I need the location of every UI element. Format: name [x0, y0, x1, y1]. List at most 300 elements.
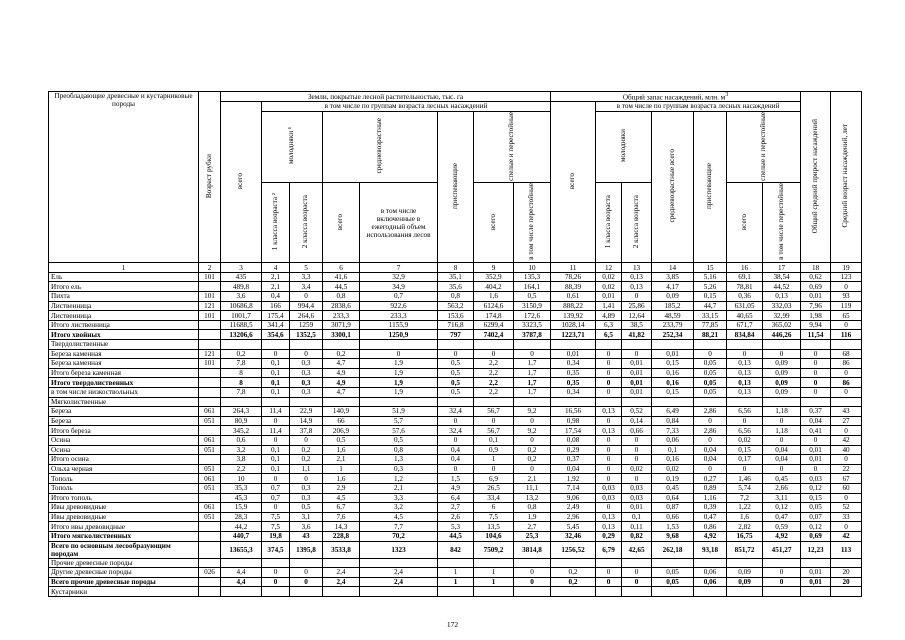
- table-cell: 0,5: [290, 503, 323, 513]
- table-cell: 0,13: [727, 368, 763, 378]
- table-cell: 0,3: [360, 464, 438, 474]
- table-cell: 352,9: [474, 272, 514, 282]
- table-cell: 0: [290, 474, 323, 484]
- header-ripening-stock: приспевающие: [694, 111, 727, 263]
- table-cell: 0: [262, 474, 290, 484]
- row-label: Ивы древовидные: [49, 512, 199, 522]
- table-cell: 0,9: [474, 445, 514, 455]
- table-header: [49, 92, 862, 273]
- table-cell: 1: [474, 455, 514, 465]
- header-incl-groups-stock: в том числе по группам возраста лесных насаждений: [596, 102, 801, 111]
- table-cell: 0,04: [763, 455, 801, 465]
- header-incl-groups-area: в том числе по группам возраста лесных насаждений: [262, 102, 551, 111]
- table-cell: 7,7: [360, 522, 438, 532]
- column-number: 16: [727, 263, 763, 273]
- table-cell: 0: [290, 292, 323, 302]
- table-cell: 842: [438, 541, 474, 558]
- table-cell: 2,1: [514, 474, 551, 484]
- table-cell: 0,01: [596, 292, 622, 302]
- table-cell: [474, 587, 514, 597]
- table-cell: 0,37: [551, 455, 596, 465]
- table-cell: 3,3: [360, 493, 438, 503]
- table-cell: 0,1: [622, 512, 652, 522]
- table-cell: 0,01: [622, 359, 652, 369]
- table-cell: 0: [596, 349, 622, 359]
- table-cell: 16,56: [551, 407, 596, 417]
- table-cell: 1,41: [596, 301, 622, 311]
- table-cell: 0,5: [438, 378, 474, 388]
- table-cell: 435: [221, 272, 262, 282]
- table-row: [49, 397, 862, 407]
- column-number: 2: [199, 263, 221, 273]
- table-cell: [763, 558, 801, 568]
- table-cell: 0: [262, 577, 290, 587]
- table-cell: 0: [727, 464, 763, 474]
- table-cell: 0,13: [763, 292, 801, 302]
- table-cell: 3,2: [221, 445, 262, 455]
- column-number: 5: [290, 263, 323, 273]
- table-cell: 0,36: [727, 292, 763, 302]
- table-cell: 1,6: [323, 474, 360, 484]
- table-cell: 0: [474, 416, 514, 426]
- table-cell: 0,03: [596, 483, 622, 493]
- table-cell: [652, 587, 694, 597]
- table-cell: 0,15: [727, 445, 763, 455]
- table-cell: 0,2: [323, 349, 360, 359]
- table-cell: 0: [622, 349, 652, 359]
- table-cell: [360, 587, 438, 597]
- table-cell: 32,9: [360, 272, 438, 282]
- table-cell: [323, 397, 360, 407]
- row-label: Лиственница: [49, 301, 199, 311]
- table-row: [49, 483, 862, 493]
- table-cell: 0,09: [727, 577, 763, 587]
- table-cell: 35,3: [221, 483, 262, 493]
- table-cell: 3,8: [221, 455, 262, 465]
- table-cell: [199, 426, 221, 436]
- table-row: [49, 577, 862, 587]
- header-mature-area: спелые и перестойные: [474, 111, 551, 183]
- table-cell: 101: [199, 272, 221, 282]
- table-cell: 2,4: [323, 577, 360, 587]
- table-cell: 1352,5: [290, 330, 323, 340]
- table-cell: 0,13: [596, 512, 622, 522]
- table-cell: 1,6: [474, 292, 514, 302]
- row-label: Береза: [49, 407, 199, 417]
- table-cell: [694, 340, 727, 350]
- table-cell: 1: [438, 568, 474, 578]
- header-mid-total-area: всего: [323, 183, 360, 263]
- table-cell: 56,7: [474, 426, 514, 436]
- table-cell: 0,8: [360, 445, 438, 455]
- table-cell: 32,46: [551, 531, 596, 541]
- table-cell: 6: [474, 503, 514, 513]
- table-cell: 0: [763, 568, 801, 578]
- table-cell: 121: [199, 349, 221, 359]
- table-cell: 0: [801, 368, 831, 378]
- table-cell: 0,47: [694, 512, 727, 522]
- table-cell: 22: [831, 464, 862, 474]
- table-cell: 77,85: [694, 320, 727, 330]
- table-cell: 37,8: [290, 426, 323, 436]
- row-label: Осина: [49, 435, 199, 445]
- table-cell: 0,2: [221, 349, 262, 359]
- table-cell: 0,3: [290, 378, 323, 388]
- table-cell: 0,98: [551, 416, 596, 426]
- table-cell: 0,2: [290, 445, 323, 455]
- table-cell: 5,26: [694, 282, 727, 292]
- row-label: Ивы древовидные: [49, 503, 199, 513]
- table-cell: [801, 587, 831, 597]
- table-cell: 0,69: [801, 531, 831, 541]
- table-cell: 0: [763, 435, 801, 445]
- table-cell: [727, 397, 763, 407]
- table-cell: 0,03: [622, 483, 652, 493]
- table-cell: 1: [474, 577, 514, 587]
- table-cell: 0,82: [622, 531, 652, 541]
- table-cell: 7402,4: [474, 330, 514, 340]
- table-cell: 1: [438, 577, 474, 587]
- table-cell: 1,9: [360, 368, 438, 378]
- table-cell: [290, 397, 323, 407]
- table-cell: 1028,14: [551, 320, 596, 330]
- table-cell: 41,6: [323, 272, 360, 282]
- table-cell: 0,3: [290, 359, 323, 369]
- table-cell: 4,92: [694, 531, 727, 541]
- table-cell: [199, 493, 221, 503]
- table-cell: 0,5: [438, 388, 474, 398]
- table-cell: 0,16: [652, 378, 694, 388]
- table-cell: 7,8: [221, 359, 262, 369]
- table-cell: 0,41: [801, 426, 831, 436]
- table-cell: 9,68: [652, 531, 694, 541]
- table-cell: [221, 340, 262, 350]
- row-label: Итого мягколиственных: [49, 531, 199, 541]
- table-cell: 51,9: [360, 407, 438, 417]
- table-cell: 0: [438, 349, 474, 359]
- table-cell: 44,52: [763, 282, 801, 292]
- table-row: [49, 587, 862, 597]
- table-cell: 354,6: [262, 330, 290, 340]
- table-cell: 6,56: [727, 407, 763, 417]
- table-cell: [694, 587, 727, 597]
- table-cell: 252,34: [652, 330, 694, 340]
- table-cell: 1,18: [763, 407, 801, 417]
- table-cell: 113: [831, 541, 862, 558]
- table-cell: 0: [694, 416, 727, 426]
- table-cell: 0: [831, 455, 862, 465]
- table-cell: 0,66: [622, 426, 652, 436]
- table-cell: 0,4: [262, 292, 290, 302]
- table-cell: 0: [438, 435, 474, 445]
- table-cell: 0,5: [323, 435, 360, 445]
- table-cell: 56,7: [474, 407, 514, 417]
- header-growth: Общий средний прирост насаждений: [801, 92, 831, 263]
- table-cell: 14,9: [290, 416, 323, 426]
- table-cell: 0,64: [652, 493, 694, 503]
- column-number: 8: [438, 263, 474, 273]
- table-cell: 0: [596, 416, 622, 426]
- column-number: 1: [49, 263, 199, 273]
- row-label: Ольха черная: [49, 464, 199, 474]
- table-cell: 7,33: [652, 426, 694, 436]
- table-cell: 0,29: [551, 445, 596, 455]
- table-cell: 0,05: [694, 378, 727, 388]
- row-label: Всего по основным лесообразующим породам: [49, 541, 199, 558]
- table-cell: 6,56: [727, 426, 763, 436]
- table-cell: [290, 587, 323, 597]
- column-number: 7: [360, 263, 438, 273]
- header-young-cls1-area: 1 класса возраста ²: [262, 183, 290, 263]
- row-label: Береза каменная: [49, 359, 199, 369]
- table-cell: 0,5: [438, 368, 474, 378]
- table-cell: 0,2: [551, 577, 596, 587]
- table-cell: 1,7: [514, 378, 551, 388]
- table-cell: 0,2: [514, 445, 551, 455]
- table-cell: 4,5: [323, 493, 360, 503]
- table-cell: [652, 397, 694, 407]
- table-cell: 35,6: [438, 282, 474, 292]
- table-cell: 32,4: [438, 426, 474, 436]
- table-body: [49, 272, 862, 596]
- table-cell: 1,2: [360, 474, 438, 484]
- table-cell: 0: [514, 568, 551, 578]
- table-row: [49, 522, 862, 532]
- table-cell: 0,34: [551, 359, 596, 369]
- table-cell: 88,21: [694, 330, 727, 340]
- table-cell: 0,09: [652, 292, 694, 302]
- table-cell: 0,03: [801, 474, 831, 484]
- table-cell: 1,18: [763, 426, 801, 436]
- table-cell: 13,5: [474, 522, 514, 532]
- table-cell: [262, 340, 290, 350]
- table-cell: 17,54: [551, 426, 596, 436]
- table-cell: [199, 330, 221, 340]
- table-cell: 2,4: [323, 568, 360, 578]
- table-cell: 0,8: [438, 292, 474, 302]
- table-cell: 0: [831, 522, 862, 532]
- table-cell: 4,9: [438, 483, 474, 493]
- table-cell: 671,7: [727, 320, 763, 330]
- table-cell: [551, 397, 596, 407]
- table-cell: 834,84: [727, 330, 763, 340]
- table-cell: 0,1: [262, 464, 290, 474]
- table-cell: 2,96: [551, 512, 596, 522]
- table-cell: 185,2: [652, 301, 694, 311]
- header-mid-incl-area: в том числе включенные в ежегодный объем использования лесов: [360, 183, 438, 263]
- table-cell: 0,19: [652, 474, 694, 484]
- table-cell: 0,04: [694, 445, 727, 455]
- table-cell: 1001,7: [221, 311, 262, 321]
- row-label: Твердолиственные: [49, 340, 199, 350]
- table-cell: 40,65: [727, 311, 763, 321]
- table-cell: 4,9: [323, 378, 360, 388]
- table-cell: 166: [262, 301, 290, 311]
- table-cell: 0: [596, 568, 622, 578]
- table-cell: 8: [221, 368, 262, 378]
- table-cell: 2,2: [474, 388, 514, 398]
- table-cell: 1,7: [514, 388, 551, 398]
- table-cell: [360, 397, 438, 407]
- table-cell: 0,03: [622, 493, 652, 503]
- table-cell: 0,02: [622, 464, 652, 474]
- table-cell: 86: [831, 378, 862, 388]
- table-cell: [199, 320, 221, 330]
- table-cell: 0,52: [622, 407, 652, 417]
- table-cell: [694, 558, 727, 568]
- table-cell: 44,5: [323, 282, 360, 292]
- table-cell: 5,7: [360, 416, 438, 426]
- table-cell: 25,86: [622, 301, 652, 311]
- table-cell: 4,4: [221, 577, 262, 587]
- table-cell: 0,07: [801, 512, 831, 522]
- table-cell: 0,15: [801, 493, 831, 503]
- row-label: Осина: [49, 445, 199, 455]
- table-cell: 2,4: [360, 568, 438, 578]
- table-cell: 0,1: [652, 445, 694, 455]
- table-cell: 0,34: [551, 388, 596, 398]
- table-cell: 27: [831, 416, 862, 426]
- header-mature-over-stock: в том числе перестойные: [763, 183, 801, 263]
- header-rotation-age: Возраст рубки: [199, 92, 221, 263]
- table-cell: 7,6: [323, 512, 360, 522]
- table-cell: [199, 397, 221, 407]
- table-cell: [290, 340, 323, 350]
- table-cell: 135,3: [514, 272, 551, 282]
- table-cell: [199, 455, 221, 465]
- table-cell: 0: [596, 464, 622, 474]
- table-cell: 374,5: [262, 541, 290, 558]
- table-cell: 0: [262, 503, 290, 513]
- table-cell: [801, 397, 831, 407]
- table-cell: 061: [199, 503, 221, 513]
- table-cell: 0: [290, 577, 323, 587]
- table-cell: 0,35: [551, 368, 596, 378]
- table-cell: 0,01: [551, 349, 596, 359]
- table-cell: 0: [622, 292, 652, 302]
- table-cell: [652, 340, 694, 350]
- column-number: 3: [221, 263, 262, 273]
- table-cell: 153,6: [438, 311, 474, 321]
- table-cell: 0,14: [622, 416, 652, 426]
- table-cell: 262,18: [652, 541, 694, 558]
- table-cell: 3,6: [290, 522, 323, 532]
- table-cell: 116: [831, 330, 862, 340]
- table-cell: 0: [801, 435, 831, 445]
- table-cell: 14,3: [323, 522, 360, 532]
- table-cell: 061: [199, 407, 221, 417]
- table-cell: 051: [199, 416, 221, 426]
- table-cell: 33,4: [474, 493, 514, 503]
- table-cell: 0: [290, 568, 323, 578]
- table-cell: 1,9: [360, 388, 438, 398]
- table-cell: 0,04: [763, 445, 801, 455]
- table-row: [49, 359, 862, 369]
- header-young-stock: молодняки: [596, 111, 652, 183]
- table-cell: [290, 558, 323, 568]
- table-cell: [831, 397, 862, 407]
- table-cell: 6,4: [438, 493, 474, 503]
- table-cell: 0,01: [801, 292, 831, 302]
- table-cell: [323, 558, 360, 568]
- table-cell: 2,7: [438, 503, 474, 513]
- table-row: [49, 340, 862, 350]
- table-cell: 0,01: [801, 445, 831, 455]
- row-label: Береза каменная: [49, 349, 199, 359]
- table-cell: 20: [831, 568, 862, 578]
- table-cell: 101: [199, 292, 221, 302]
- table-cell: 1323: [360, 541, 438, 558]
- table-cell: 2,82: [727, 522, 763, 532]
- table-cell: 6124,6: [474, 301, 514, 311]
- table-cell: 0,69: [801, 282, 831, 292]
- row-label: Итого тополь: [49, 493, 199, 503]
- header-forest-lands: Земли, покрытые лесной растительностью, тыс. га: [221, 92, 551, 102]
- table-cell: 0: [596, 577, 622, 587]
- table-cell: 22,9: [290, 407, 323, 417]
- table-cell: 3,1: [290, 512, 323, 522]
- row-label: Итого ель: [49, 282, 199, 292]
- table-cell: 26,5: [474, 483, 514, 493]
- table-cell: 061: [199, 474, 221, 484]
- table-cell: 0,09: [763, 359, 801, 369]
- table-cell: [763, 397, 801, 407]
- table-cell: 0,39: [694, 503, 727, 513]
- table-cell: 7,5: [262, 512, 290, 522]
- table-cell: [199, 577, 221, 587]
- table-row: [49, 368, 862, 378]
- table-cell: [221, 558, 262, 568]
- table-cell: 0: [763, 349, 801, 359]
- table-cell: 1155,9: [360, 320, 438, 330]
- table-cell: [262, 397, 290, 407]
- table-cell: [438, 558, 474, 568]
- table-cell: [763, 340, 801, 350]
- table-cell: 0,3: [290, 368, 323, 378]
- table-cell: 44,2: [221, 522, 262, 532]
- table-cell: 1: [474, 568, 514, 578]
- table-cell: [199, 368, 221, 378]
- table-cell: 0: [514, 577, 551, 587]
- table-cell: 104,6: [474, 531, 514, 541]
- table-cell: 0: [438, 416, 474, 426]
- table-cell: 1,9: [360, 378, 438, 388]
- table-cell: 0: [290, 349, 323, 359]
- table-cell: 264,6: [290, 311, 323, 321]
- table-cell: 0,01: [801, 568, 831, 578]
- table-cell: [831, 587, 862, 597]
- table-cell: 0: [622, 568, 652, 578]
- table-cell: [831, 558, 862, 568]
- table-cell: 2,1: [360, 483, 438, 493]
- header-mature-over-area: в том числе перестойные: [514, 183, 551, 263]
- table-cell: [514, 340, 551, 350]
- table-cell: 2,66: [763, 483, 801, 493]
- table-cell: 0,12: [801, 522, 831, 532]
- table-cell: 451,27: [763, 541, 801, 558]
- header-avg-age: Средний возраст насаждений, лет: [831, 92, 862, 263]
- table-cell: 0,13: [596, 522, 622, 532]
- table-cell: 026: [199, 568, 221, 578]
- table-cell: 0,16: [652, 455, 694, 465]
- table-cell: 11688,5: [221, 320, 262, 330]
- table-cell: 0,1: [262, 455, 290, 465]
- table-cell: 264,3: [221, 407, 262, 417]
- table-cell: 2,2: [474, 359, 514, 369]
- table-cell: 1,9: [360, 359, 438, 369]
- row-label: Другие древесные породы: [49, 568, 199, 578]
- table-cell: 4,7: [323, 359, 360, 369]
